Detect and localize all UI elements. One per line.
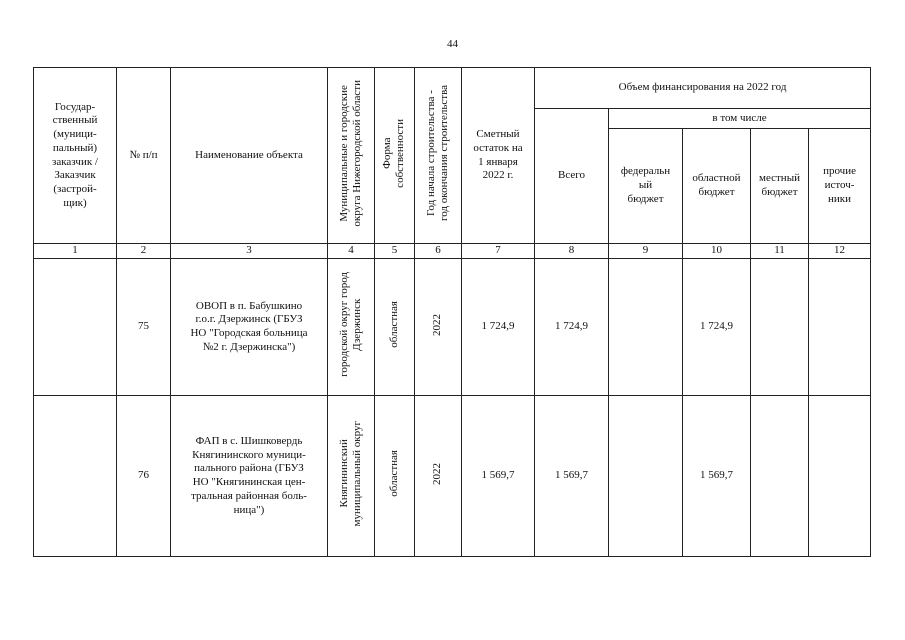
header-local: местный бюджет [751, 129, 809, 244]
column-numbers-row [34, 244, 871, 259]
cell-other [809, 259, 871, 396]
column-number: 12 [809, 244, 871, 259]
header-federal: федеральн ый бюджет [609, 129, 683, 244]
header-municipality: Муниципальные и городские округа Нижегородской области [328, 68, 375, 244]
column-number: 10 [683, 244, 751, 259]
column-number: 2 [117, 244, 171, 259]
cell-name: ФАП в с. Шишковердь Княгининского муници- пального района (ГБУЗ НО "Княгининская цен- тральная районная боль- ница") [171, 396, 328, 557]
header-other: прочие источ- ники [809, 129, 871, 244]
cell-years: 2022 [415, 396, 462, 557]
column-number: 4 [328, 244, 375, 259]
cell-num: 75 [117, 259, 171, 396]
header-ownership: Форма собственности [375, 68, 415, 244]
cell-other [809, 396, 871, 557]
cell-federal [609, 396, 683, 557]
cell-total: 1 724,9 [535, 259, 609, 396]
header-customer: Государ- ственный (муници- пальный) заказчик / Заказчик (застрой- щик) [34, 68, 117, 244]
financing-table [33, 67, 871, 557]
page-number: 44 [447, 38, 458, 50]
cell-total: 1 569,7 [535, 396, 609, 557]
cell-regional: 1 724,9 [683, 259, 751, 396]
cell-ownership: областная [375, 396, 415, 557]
header-num: № п/п [117, 68, 171, 244]
cell-balance: 1 724,9 [462, 259, 535, 396]
column-number: 1 [34, 244, 117, 259]
cell-ownership: областная [375, 259, 415, 396]
cell-years: 2022 [415, 259, 462, 396]
cell-municipality: городской округ город Дзержинск [328, 259, 375, 396]
cell-municipality: Княгининский муниципальный округ [328, 396, 375, 557]
cell-customer [34, 259, 117, 396]
table-row [34, 259, 871, 396]
header-name: Наименование объекта [171, 68, 328, 244]
cell-name: ОВОП в п. Бабушкино г.о.г. Дзержинск (ГБУЗ НО "Городская больница №2 г. Дзержинска") [171, 259, 328, 396]
column-number: 3 [171, 244, 328, 259]
column-number: 6 [415, 244, 462, 259]
cell-num: 76 [117, 396, 171, 557]
column-number: 11 [751, 244, 809, 259]
header-balance: Сметный остаток на 1 января 2022 г. [462, 68, 535, 244]
column-number: 5 [375, 244, 415, 259]
header-including: в том числе [609, 109, 871, 129]
header-years: Год начала строительства - год окончания строительства [415, 68, 462, 244]
header-regional: областной бюджет [683, 129, 751, 244]
header-total: Всего [535, 109, 609, 244]
column-number: 8 [535, 244, 609, 259]
cell-regional: 1 569,7 [683, 396, 751, 557]
cell-local [751, 396, 809, 557]
column-number: 7 [462, 244, 535, 259]
cell-local [751, 259, 809, 396]
column-number: 9 [609, 244, 683, 259]
cell-federal [609, 259, 683, 396]
cell-balance: 1 569,7 [462, 396, 535, 557]
header-financing: Объем финансирования на 2022 год [535, 68, 871, 109]
cell-customer [34, 396, 117, 557]
table-row [34, 396, 871, 557]
